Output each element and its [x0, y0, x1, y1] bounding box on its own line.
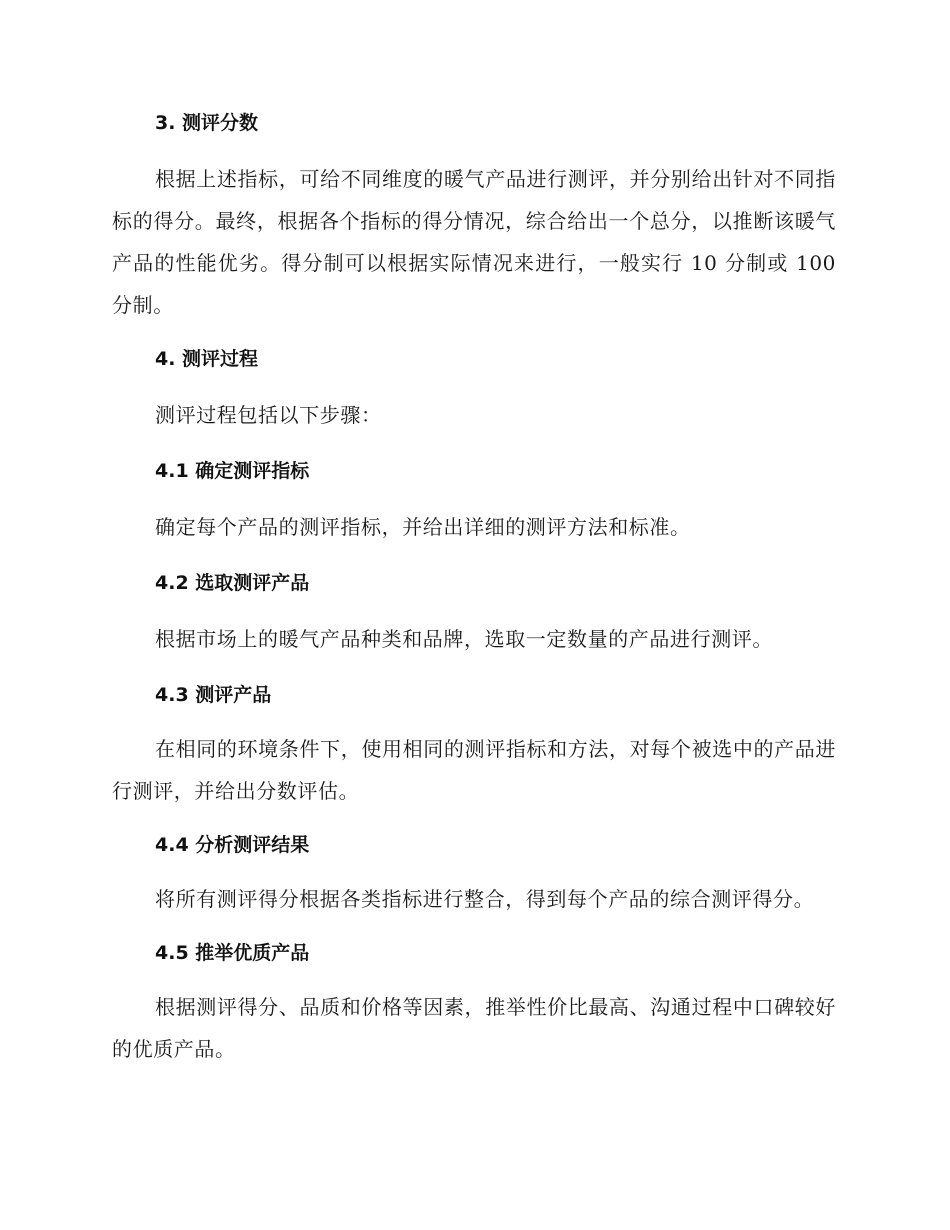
section-heading-4-1: 4.1 确定测评指标	[155, 460, 310, 482]
section-heading-4-4: 4.4 分析测评结果	[155, 834, 310, 856]
section-paragraph-4-3: 在相同的环境条件下，使用相同的测评指标和方法，对每个被选中的产品进行测评，并给出分数评估。	[112, 737, 836, 803]
section-paragraph-4: 测评过程包括以下步骤：	[155, 403, 382, 427]
section-paragraph-4-4: 将所有测评得分根据各类指标进行整合，得到每个产品的综合测评得分。	[155, 887, 815, 911]
section-heading-4-2: 4.2 选取测评产品	[155, 572, 310, 594]
section-paragraph-4-2: 根据市场上的暖气产品种类和品牌，选取一定数量的产品进行测评。	[155, 627, 773, 651]
section-heading-4-3: 4.3 测评产品	[155, 684, 272, 706]
section-paragraph-3: 根据上述指标，可给不同维度的暖气产品进行测评，并分别给出针对不同指标的得分。最终，根据各个指标的得分情况，综合给出一个总分，以推断该暖气产品的性能优劣。得分制可以根据实际情况来进行，一般实行 10 分制或 100 分制。	[112, 167, 836, 317]
section-paragraph-4-5: 根据测评得分、品质和价格等因素，推举性价比最高、沟通过程中口碑较好的优质产品。	[112, 995, 836, 1061]
section-heading-3: 3. 测评分数	[155, 112, 259, 134]
document-body	[112, 110, 836, 1070]
section-paragraph-4-1: 确定每个产品的测评指标，并给出详细的测评方法和标准。	[155, 515, 691, 539]
section-heading-4-5: 4.5 推举优质产品	[155, 942, 310, 964]
section-heading-4: 4. 测评过程	[155, 348, 259, 370]
